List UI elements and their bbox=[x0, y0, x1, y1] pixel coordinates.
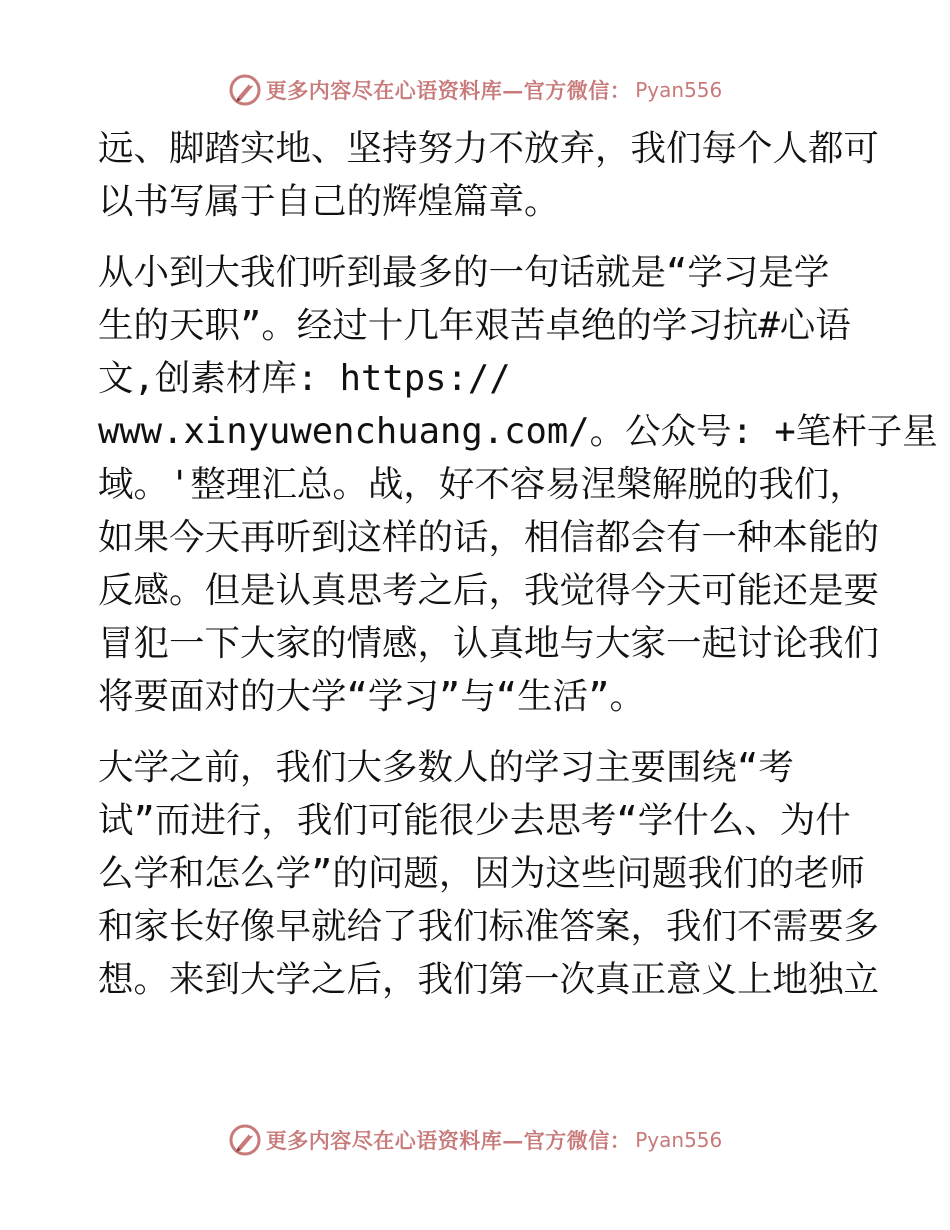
pen-logo-icon bbox=[228, 73, 262, 107]
text-line: 远、脚踏实地、坚持努力不放弃，我们每个人都可 bbox=[98, 128, 880, 169]
text-line: 大学之前，我们大多数人的学习主要围绕“考 bbox=[98, 747, 794, 788]
wechat-id: Pyan556 bbox=[635, 1128, 723, 1152]
pen-logo-icon bbox=[228, 1123, 262, 1157]
wechat-id: Pyan556 bbox=[635, 78, 723, 102]
footer-banner bbox=[0, 1120, 950, 1160]
banner-text: 更多内容尽在心语资料库—官方微信： bbox=[265, 1128, 632, 1153]
text-line: www.xinyuwenchuang.com/。公众号: +笔杆子星 bbox=[98, 411, 938, 452]
banner-text: 更多内容尽在心语资料库—官方微信： bbox=[265, 78, 632, 103]
document-body bbox=[98, 122, 938, 1006]
text-line: 和家长好像早就给了我们标准答案，我们不需要多 bbox=[98, 906, 880, 947]
text-line: 域。'整理汇总。战，好不容易涅槃解脱的我们， bbox=[98, 464, 865, 505]
text-line: 想。来到大学之后，我们第一次真正意义上地独立 bbox=[98, 959, 880, 1000]
text-line: 如果今天再听到这样的话，相信都会有一种本能的 bbox=[98, 517, 880, 558]
text-line: 冒犯一下大家的情感，认真地与大家一起讨论我们 bbox=[98, 623, 880, 664]
header-banner bbox=[0, 70, 950, 110]
paragraph-1 bbox=[98, 122, 880, 228]
text-line: 从小到大我们听到最多的一句话就是“学习是学 bbox=[98, 252, 830, 293]
paragraph-3 bbox=[98, 741, 880, 1006]
text-line: 生的天职”。经过十几年艰苦卓绝的学习抗#心语 bbox=[98, 305, 851, 346]
text-line: 文,创素材库: https:// bbox=[98, 358, 511, 399]
text-line: 以书写属于自己的辉煌篇章。 bbox=[98, 181, 560, 222]
text-line: 反感。但是认真思考之后，我觉得今天可能还是要 bbox=[98, 570, 880, 611]
text-line: 试”而进行，我们可能很少去思考“学什么、为什 bbox=[98, 800, 851, 841]
paragraph-2 bbox=[98, 246, 938, 723]
text-line: 将要面对的大学“学习”与“生活”。 bbox=[98, 676, 645, 717]
text-line: 么学和怎么学”的问题，因为这些问题我们的老师 bbox=[98, 853, 865, 894]
